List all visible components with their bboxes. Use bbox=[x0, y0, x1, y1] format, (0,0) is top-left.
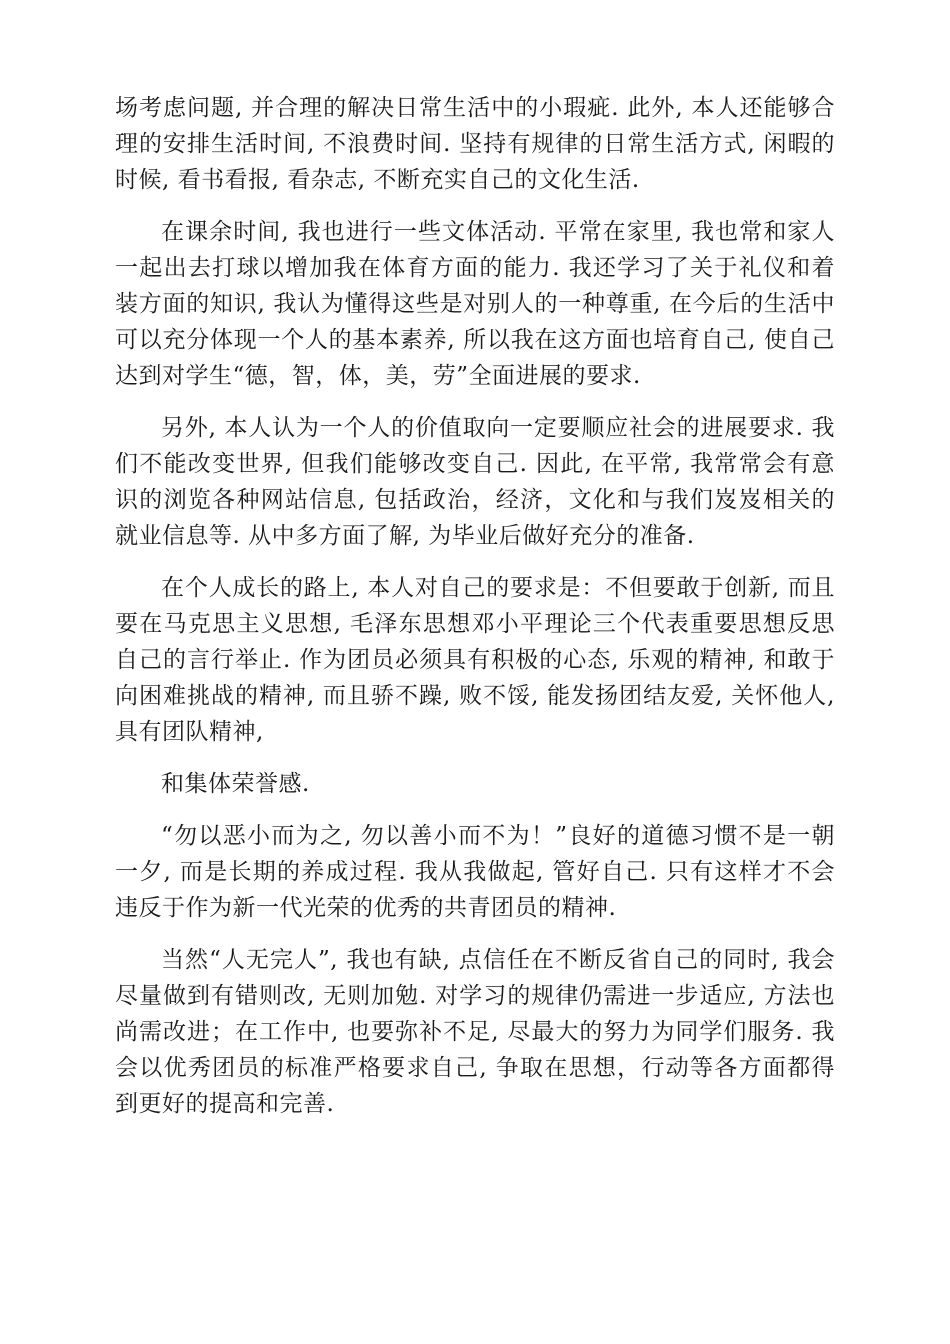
paragraph-continued: 场考虑问题, 并合理的解决日常生活中的小瑕疵. 此外, 本人还能够合理的安排生活时间, 不浪费时间. 坚持有规律的日常生活方式, 闲暇的时候, 看书看报, 看杂志, 不断充实自己的文化生活. bbox=[115, 95, 835, 193]
paragraph-values: 另外, 本人认为一个人的价值取向一定要顺应社会的进展要求. 我们不能改变世界, 但我们能够改变自己. 因此, 在平常, 我常常会有意识的浏览各种网站信息, 包括政治，经济，文化和与我们岌岌相关的就业信息等. 从中多方面了解, 为毕业后做好充分的准备. bbox=[115, 415, 835, 549]
paragraph-honor: 和集体荣誉感. bbox=[161, 771, 310, 797]
paragraph-growth: 在个人成长的路上, 本人对自己的要求是：不但要敢于创新, 而且要在马克思主义思想, 毛泽东思想邓小平理论三个代表重要思想反思自己的言行举止. 作为团员必须具有积极的心态, 乐观的精神, 和敢于向困难挑战的精神, 而且骄不躁, 败不馁, 能发扬团结友爱, 关怀他人, 具有团队精神, bbox=[115, 575, 835, 745]
paragraph-extracurricular: 在课余时间, 我也进行一些文体活动. 平常在家里, 我也常和家人一起出去打球以增加我在体育方面的能力. 我还学习了关于礼仪和着装方面的知识, 我认为懂得这些是对别人的一种尊重, 在今后的生活中可以充分体现一个人的基本素养, 所以我在这方面也培育自己, 使自己达到对学生“德，智，体，美，劳”全面进展的要求. bbox=[115, 219, 835, 389]
paragraph-self-improvement: 当然“人无完人”, 我也有缺, 点信任在不断反省自己的同时, 我会尽量做到有错则改, 无则加勉. 对学习的规律仍需进一步适应, 方法也尚需改进；在工作中, 也要弥补不足, 尽最大的努力为同学们服务. 我会以优秀团员的标准严格要求自己, 争取在思想，行动等各方面都得到更好的提高和完善. bbox=[115, 947, 835, 1117]
paragraph-morality: “勿以恶小而为之, 勿以善小而不为！”良好的道德习惯不是一朝一夕, 而是长期的养成过程. 我从我做起, 管好自己. 只有这样才不会违反于作为新一代光荣的优秀的共青团员的精神. bbox=[115, 823, 835, 921]
document-body bbox=[115, 90, 835, 1138]
